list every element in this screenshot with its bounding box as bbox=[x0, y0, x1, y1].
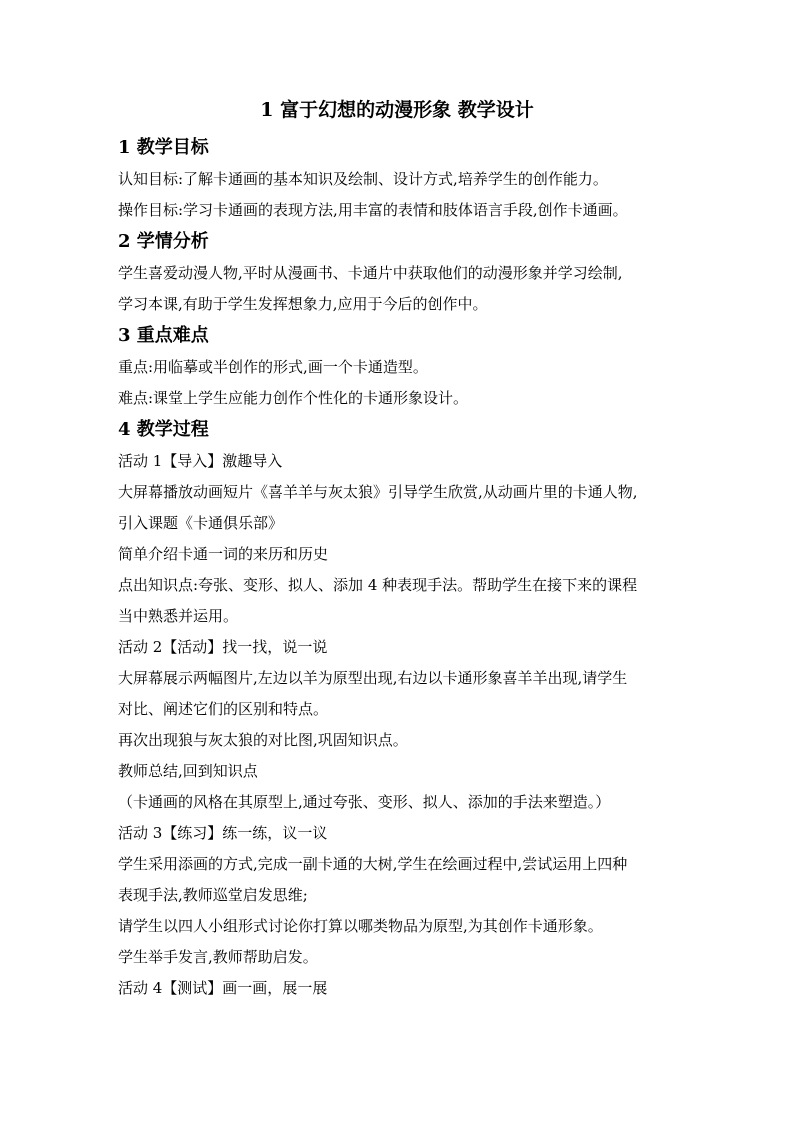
paragraph-line: 简单介绍卡通一词的来历和历史 bbox=[118, 545, 329, 563]
paragraph-line: 大屏幕播放动画短片《喜羊羊与灰太狼》引导学生欣赏,从动画片里的卡通人物, bbox=[118, 483, 638, 501]
section-heading: 2 学情分析 bbox=[118, 231, 209, 252]
paragraph-line: 活动 3【练习】练一练，议一议 bbox=[118, 824, 328, 842]
paragraph-line: 学习本课,有助于学生发挥想象力,应用于今后的创作中。 bbox=[118, 295, 488, 313]
paragraph-line: 表现手法,教师巡堂启发思维; bbox=[118, 886, 308, 904]
paragraph-line: 学生举手发言,教师帮助启发。 bbox=[118, 948, 318, 966]
section-heading: 3 重点难点 bbox=[118, 325, 209, 346]
paragraph-line: 学生喜爱动漫人物,平时从漫画书、卡通片中获取他们的动漫形象并学习绘制, bbox=[118, 264, 623, 282]
paragraph-line: 活动 4【测试】画一画，展一展 bbox=[118, 979, 328, 997]
paragraph-line: 学生采用添画的方式,完成一副卡通的大树,学生在绘画过程中,尝试运用上四种 bbox=[118, 855, 628, 873]
paragraph-line: 大屏幕展示两幅图片,左边以羊为原型出现,右边以卡通形象喜羊羊出现,请学生 bbox=[118, 669, 628, 687]
paragraph-line: 活动 1【导入】激趣导入 bbox=[118, 452, 283, 470]
paragraph-line: 当中熟悉并运用。 bbox=[118, 607, 239, 625]
paragraph-line: 请学生以四人小组形式讨论你打算以哪类物品为原型,为其创作卡通形象。 bbox=[118, 917, 603, 935]
paragraph-line: （卡通画的风格在其原型上,通过夸张、变形、拟人、添加的手法来塑造。） bbox=[118, 793, 611, 811]
paragraph-line: 对比、阐述它们的区别和特点。 bbox=[118, 700, 329, 718]
paragraph-line: 难点:课堂上学生应能力创作个性化的卡通形象设计。 bbox=[118, 389, 469, 407]
section-heading: 1 教学目标 bbox=[118, 137, 209, 158]
paragraph-line: 教师总结,回到知识点 bbox=[118, 762, 258, 780]
paragraph-line: 认知目标:了解卡通画的基本知识及绘制、设计方式,培养学生的创作能力。 bbox=[118, 170, 608, 188]
paragraph-line: 活动 2【活动】找一找，说一说 bbox=[118, 638, 328, 656]
document-title: 1 富于幻想的动漫形象 教学设计 bbox=[260, 99, 534, 121]
paragraph-line: 再次出现狼与灰太狼的对比图,巩固知识点。 bbox=[118, 731, 408, 749]
document-body bbox=[118, 132, 718, 1004]
paragraph-line: 点出知识点:夸张、变形、拟人、添加 4 种表现手法。帮助学生在接下来的课程 bbox=[118, 576, 638, 594]
paragraph-line: 操作目标:学习卡通画的表现方法,用丰富的表情和肢体语言手段,创作卡通画。 bbox=[118, 201, 628, 219]
section-heading: 4 教学过程 bbox=[118, 419, 209, 440]
paragraph-line: 引入课题《卡通俱乐部》 bbox=[118, 514, 284, 532]
paragraph-line: 重点:用临摹或半创作的形式,画一个卡通造型。 bbox=[118, 358, 428, 376]
